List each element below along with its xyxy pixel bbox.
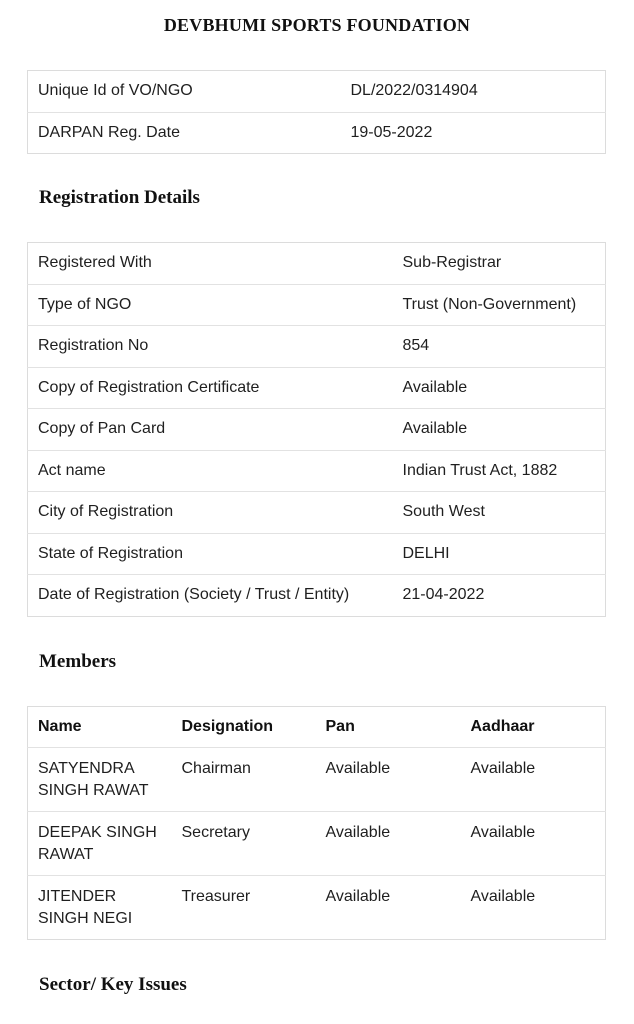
- member-pan: Available: [316, 812, 461, 876]
- table-header-row: [28, 707, 606, 748]
- member-designation: Secretary: [172, 812, 316, 876]
- darpan-date-value: 19-05-2022: [351, 112, 606, 154]
- table-row: [28, 112, 606, 154]
- column-header-designation: Designation: [181, 718, 274, 735]
- row-label: State of Registration: [28, 533, 403, 575]
- table-row: [28, 409, 606, 451]
- member-name: DEEPAK SINGH RAWAT: [28, 812, 172, 876]
- page-title: DEVBHUMI SPORTS FOUNDATION: [163, 15, 471, 35]
- unique-id-label: Unique Id of VO/NGO: [38, 82, 193, 100]
- table-row: [28, 71, 606, 113]
- table-row: [28, 367, 606, 409]
- registration-heading: Registration Details: [39, 187, 200, 208]
- column-header-pan: Pan: [325, 718, 355, 735]
- table-row: [28, 876, 606, 940]
- registration-table: [27, 242, 606, 617]
- table-row: [28, 748, 606, 812]
- row-value: Trust (Non-Government): [403, 284, 606, 326]
- member-aadhaar: Available: [461, 748, 606, 812]
- member-pan: Available: [316, 876, 461, 940]
- row-label: Date of Registration (Society / Trust / Entity): [28, 575, 403, 617]
- table-row: [28, 326, 606, 368]
- row-value: Available: [403, 367, 606, 409]
- table-row: [28, 492, 606, 534]
- member-designation: Chairman: [172, 748, 316, 812]
- members-table: [27, 706, 606, 940]
- column-header-name: Name: [38, 718, 82, 735]
- member-pan: Available: [316, 748, 461, 812]
- row-value: Sub-Registrar: [402, 254, 502, 272]
- row-value: Indian Trust Act, 1882: [403, 450, 606, 492]
- table-row: [28, 812, 606, 876]
- darpan-date-label: DARPAN Reg. Date: [28, 112, 351, 154]
- row-value: 21-04-2022: [403, 575, 606, 617]
- row-value: Available: [403, 409, 606, 451]
- member-aadhaar: Available: [461, 876, 606, 940]
- member-designation: Treasurer: [172, 876, 316, 940]
- row-label: Act name: [28, 450, 403, 492]
- row-value: South West: [403, 492, 606, 534]
- row-value: 854: [403, 326, 606, 368]
- row-label: Copy of Pan Card: [28, 409, 403, 451]
- row-label: City of Registration: [28, 492, 403, 534]
- member-name: SATYENDRA SINGH RAWAT: [28, 748, 172, 812]
- table-row: [28, 533, 606, 575]
- table-row: [28, 243, 606, 285]
- table-row: [28, 575, 606, 617]
- row-label: Registered With: [38, 254, 152, 272]
- members-heading: Members: [39, 651, 117, 672]
- table-row: [28, 284, 606, 326]
- unique-id-value: DL/2022/0314904: [350, 82, 478, 100]
- table-row: [28, 450, 606, 492]
- row-label: Copy of Registration Certificate: [28, 367, 403, 409]
- row-label: Type of NGO: [28, 284, 403, 326]
- sector-heading: Sector/ Key Issues: [39, 974, 187, 995]
- row-label: Registration No: [28, 326, 403, 368]
- ids-table: [27, 70, 606, 154]
- member-name: JITENDER SINGH NEGI: [28, 876, 172, 940]
- member-aadhaar: Available: [461, 812, 606, 876]
- column-header-aadhaar: Aadhaar: [470, 718, 535, 735]
- row-value: DELHI: [403, 533, 606, 575]
